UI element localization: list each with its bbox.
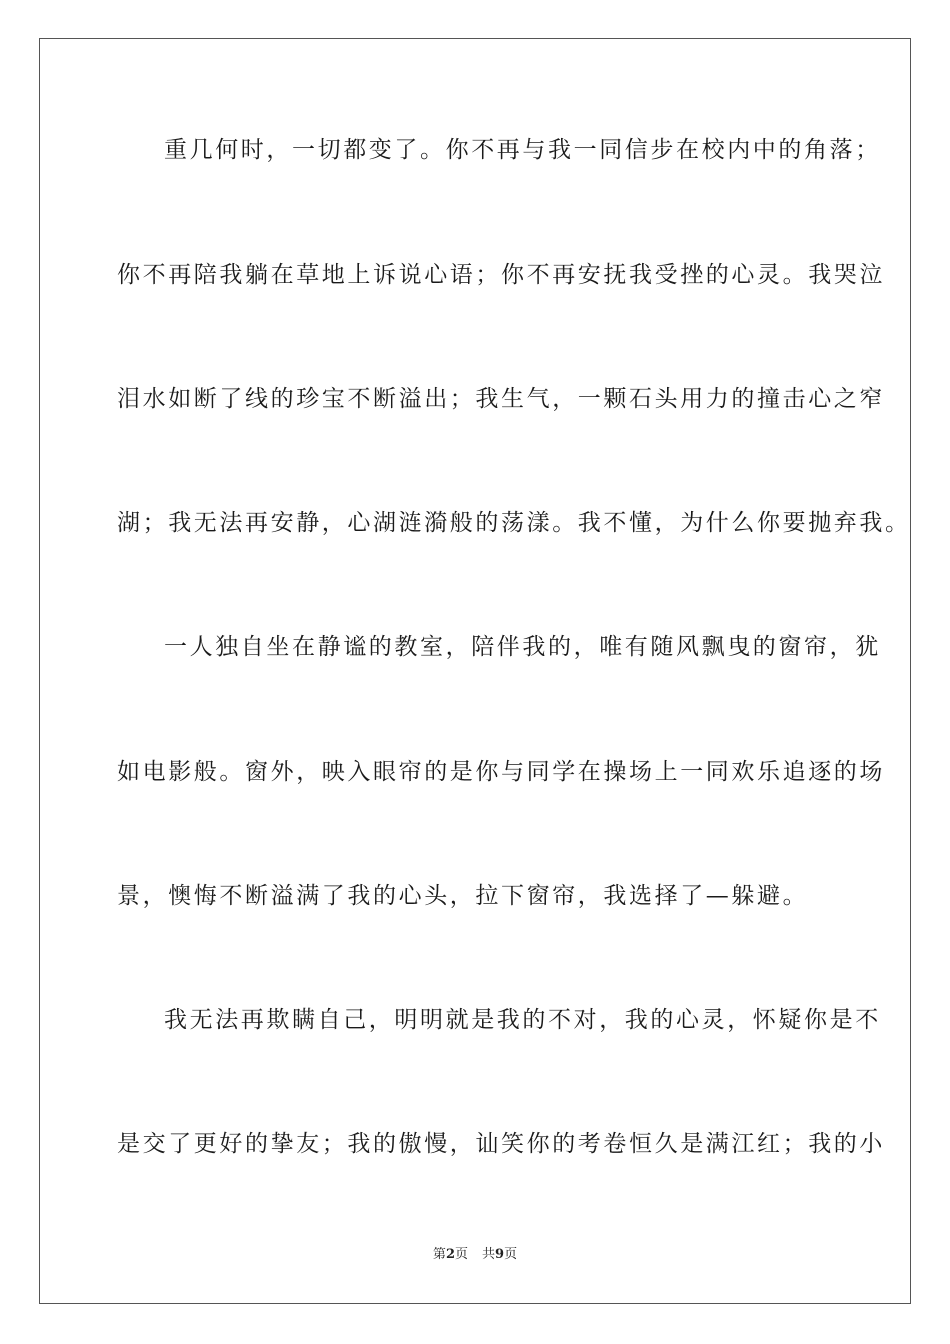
text-line-6: 如电影般。窗外，映入眼帘的是你与同学在操场上一同欢乐追逐的场 — [117, 759, 885, 785]
page-border — [39, 38, 911, 1304]
total-pages: 9 — [495, 1247, 505, 1262]
total-suffix: 页 — [504, 1247, 518, 1262]
text-line-9: 是交了更好的挚友；我的傲慢，讪笑你的考卷恒久是满江红；我的小 — [117, 1131, 885, 1157]
page-prefix: 第 — [432, 1247, 446, 1262]
text-line-3: 泪水如断了线的珍宝不断溢出；我生气，一颗石头用力的撞击心之窄 — [117, 386, 885, 412]
text-line-1: 重几何时，一切都变了。你不再与我一同信步在校内中的角落； — [164, 137, 881, 163]
page-number: 2 — [445, 1247, 455, 1262]
page-suffix: 页 — [454, 1247, 468, 1262]
page-footer — [0, 1246, 950, 1264]
total-prefix: 共 — [482, 1247, 496, 1262]
text-line-5: 一人独自坐在静谧的教室，陪伴我的，唯有随风飘曳的窗帘，犹 — [164, 634, 881, 660]
text-line-4: 湖；我无法再安静，心湖涟漪般的荡漾。我不懂，为什么你要抛弃我。 — [117, 510, 911, 536]
text-line-8: 我无法再欺瞒自己，明明就是我的不对，我的心灵，怀疑你是不 — [164, 1007, 881, 1033]
text-line-7: 景，懊悔不断溢满了我的心头，拉下窗帘，我选择了—躲避。 — [117, 883, 809, 909]
text-line-2: 你不再陪我躺在草地上诉说心语；你不再安抚我受挫的心灵。我哭泣 — [117, 262, 885, 288]
